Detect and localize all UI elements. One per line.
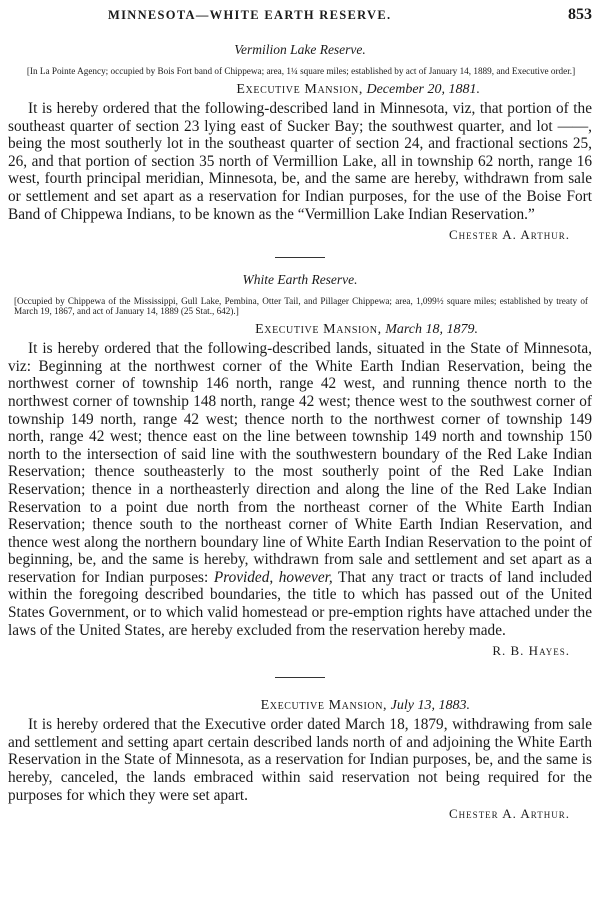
signature: Chester A. Arthur. (449, 806, 570, 822)
executive-mansion-line (8, 698, 592, 714)
page-number: 853 (568, 6, 592, 23)
signature: Chester A. Arthur. (449, 227, 570, 243)
order-text-proviso: That any tract or tracts of land included within the foregoing described boundaries, the title to which has passed out of the United States Government, or to which valid homestead or pre-emption rights have attached under the laws of the United States, are hereby excluded from the reservation hereby made. (8, 568, 592, 639)
mansion-label: Executive Mansion, (260, 698, 388, 714)
section-vermilion-lake (8, 42, 592, 243)
section-note: [In La Pointe Agency; occupied by Bois Fort band of Chippewa; area, 1¼ square miles; established by act of January 14, 1889, and Executive order.] (26, 66, 576, 76)
mansion-label: Executive Mansion, (255, 322, 382, 338)
order-text-main: It is hereby ordered that the following-described lands, situated in the State of Minnesota, viz: Beginning at the northwest corner of the White Earth Indian Reservation, being the northwest corner of township 146 north, range 42 west, and running thence north to the northwest corner of township 148 north, range 42 west; thence west to the southwest corner of township 149 north, range 42 west; thence north to the northwest corner of township 149 north, range 42 west; thence east on the line between township 149 north and township 150 north to the intersection of said line with the southwestern boundary of the Red Lake Indian Reservation; thence southeasterly to the most southerly point of the Red Lake Indian Reservation; thence in a northeasterly direction and along the line of the Red Lake Indian Reservation to a point due north from the northeast corner of the White Earth Indian Reservation; thence south to the northeast corner of White Earth Indian Reservation, and thence west along the northern boundary line of White Earth Indian Reservation to the point of beginning, be, and the same is hereby, withdrawn from sale and settlement and set apart as a reservation for Indian purposes: (8, 340, 592, 586)
mansion-date: March 18, 1879. (385, 322, 478, 338)
document-page (8, 6, 592, 822)
section-title: Vermilion Lake Reserve. (234, 42, 366, 57)
executive-mansion-line (8, 82, 592, 98)
section-white-earth (8, 272, 592, 659)
order-text: It is hereby ordered that the Executive order dated March 18, 1879, withdrawing from sale and settlement and setting apart certain described lands north of and adjoining the White Earth Reservation in the State of Minnesota, as a reservation for Indian purposes, be, and the same is hereby, canceled, the lands embraced within said reservation not being required for the purposes for which they were set apart. (8, 716, 592, 804)
mansion-label: Executive Mansion, (236, 82, 363, 97)
mansion-date: July 13, 1883. (390, 698, 470, 714)
page-header (8, 6, 592, 30)
running-head: MINNESOTA—WHITE EARTH RESERVE. (108, 8, 392, 22)
signature: R. B. Hayes. (492, 643, 570, 659)
section-title: White Earth Reserve. (242, 272, 358, 288)
section-divider (275, 257, 325, 258)
section-cancellation (8, 698, 592, 822)
order-text: It is hereby ordered that the following-described land in Minnesota, viz, that portion of the southeast quarter of section 23 lying east of Sucker Bay; the southwest quarter, and lot ——, being the most southerly lot in the southeast quarter of section 24, and fractional sections 25, 26, and that portion of section 35 north of Vermillion Lake, all in township 62 north, range 16 west, fourth principal meridian, Minnesota, be, and the same are hereby, withdrawn from sale or settlement and set apart as a reservation for Indian purposes, for the use of the Boise Fort Band of Chippewa Indians, to be known as the “Vermillion Lake Indian Reservation.” (8, 100, 592, 223)
executive-mansion-line (8, 322, 592, 338)
order-text (8, 340, 592, 639)
section-divider (275, 677, 325, 678)
section-note: [Occupied by Chippewa of the Mississippi, Gull Lake, Pembina, Otter Tail, and Pillager Chippewa; area, 1,099½ square miles; established by treaty of March 19, 1867, and act of January 14, 1889 (25 Stat., 642).] (14, 296, 588, 317)
proviso: Provided, however, (213, 568, 333, 586)
mansion-date: December 20, 1881. (366, 82, 480, 97)
